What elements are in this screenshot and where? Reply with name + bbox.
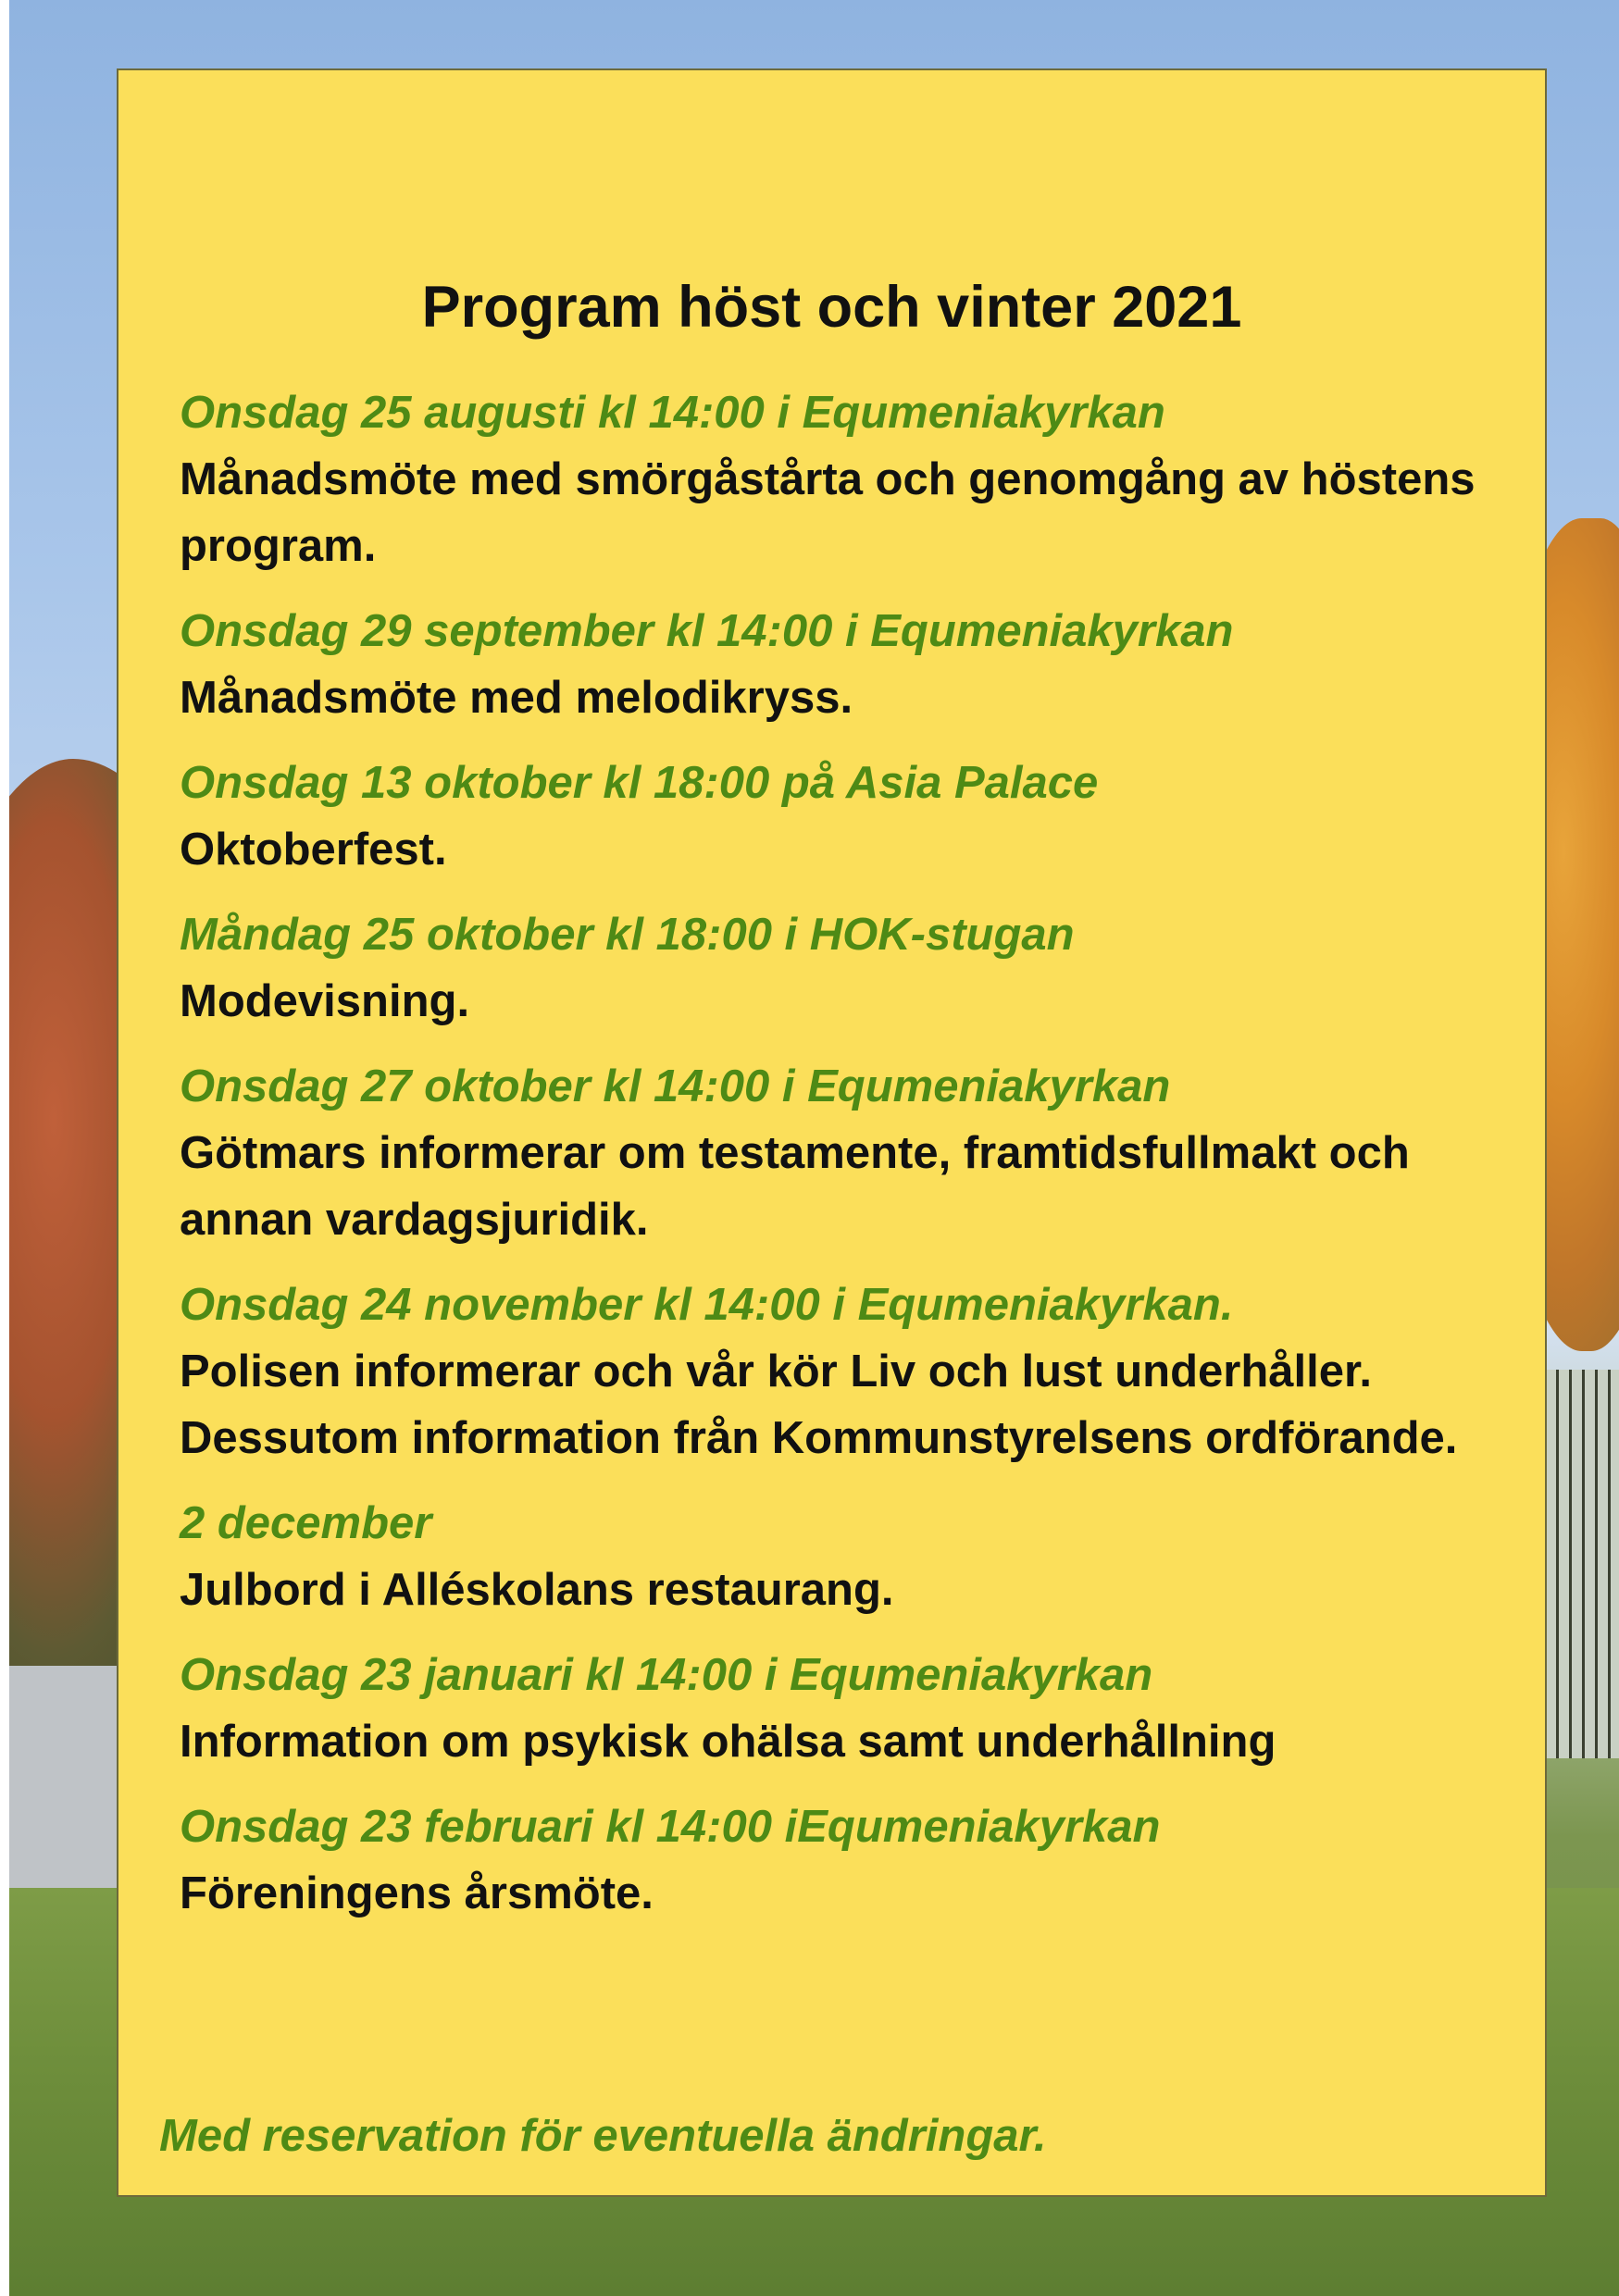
event-item <box>180 1272 1531 1471</box>
program-panel <box>117 68 1547 2197</box>
event-list <box>180 379 1531 1945</box>
event-description: Oktoberfest. <box>180 825 447 875</box>
event-date: 2 december <box>180 1498 432 1548</box>
event-description: Månadsmöte med melodikryss. <box>180 673 853 723</box>
event-item <box>180 1642 1531 1775</box>
event-description: Modevisning. <box>180 976 470 1026</box>
event-description: Polisen informerar och vår kör Liv och lust underhåller. Dessutom information från Kommunstyrelsens ordförande. <box>180 1347 1458 1463</box>
event-description: Månadsmöte med smörgåstårta och genomgång av höstens program. <box>180 454 1476 571</box>
event-item <box>180 1053 1531 1253</box>
event-date: Onsdag 13 oktober kl 18:00 på Asia Palace <box>180 758 1099 808</box>
event-description: Götmars informerar om testamente, framtidsfullmakt och annan vardagsjuridik. <box>180 1128 1410 1245</box>
footer-note: Med reservation för eventuella ändringar. <box>159 2111 1047 2161</box>
event-date: Onsdag 23 januari kl 14:00 i Equmeniakyrkan <box>180 1650 1153 1700</box>
event-description: Föreningens årsmöte. <box>180 1868 654 1918</box>
event-date: Onsdag 24 november kl 14:00 i Equmeniakyrkan. <box>180 1280 1234 1330</box>
event-item <box>180 598 1531 731</box>
event-date: Onsdag 29 september kl 14:00 i Equmeniakyrkan <box>180 606 1234 656</box>
event-description: Julbord i Alléskolans restaurang. <box>180 1565 894 1615</box>
event-item <box>180 901 1531 1035</box>
event-item <box>180 750 1531 883</box>
event-item <box>180 1490 1531 1623</box>
event-date: Onsdag 27 oktober kl 14:00 i Equmeniakyrkan <box>180 1061 1171 1111</box>
event-date: Onsdag 25 augusti kl 14:00 i Equmeniakyrkan <box>180 388 1165 438</box>
event-date: Onsdag 23 februari kl 14:00 iEqumeniakyrkan <box>180 1802 1161 1852</box>
event-description: Information om psykisk ohälsa samt underhållning <box>180 1717 1277 1767</box>
event-date: Måndag 25 oktober kl 18:00 i HOK-stugan <box>180 910 1075 960</box>
event-item <box>180 1793 1531 1927</box>
event-item <box>180 379 1531 579</box>
page-title: Program höst och vinter 2021 <box>421 275 1242 340</box>
